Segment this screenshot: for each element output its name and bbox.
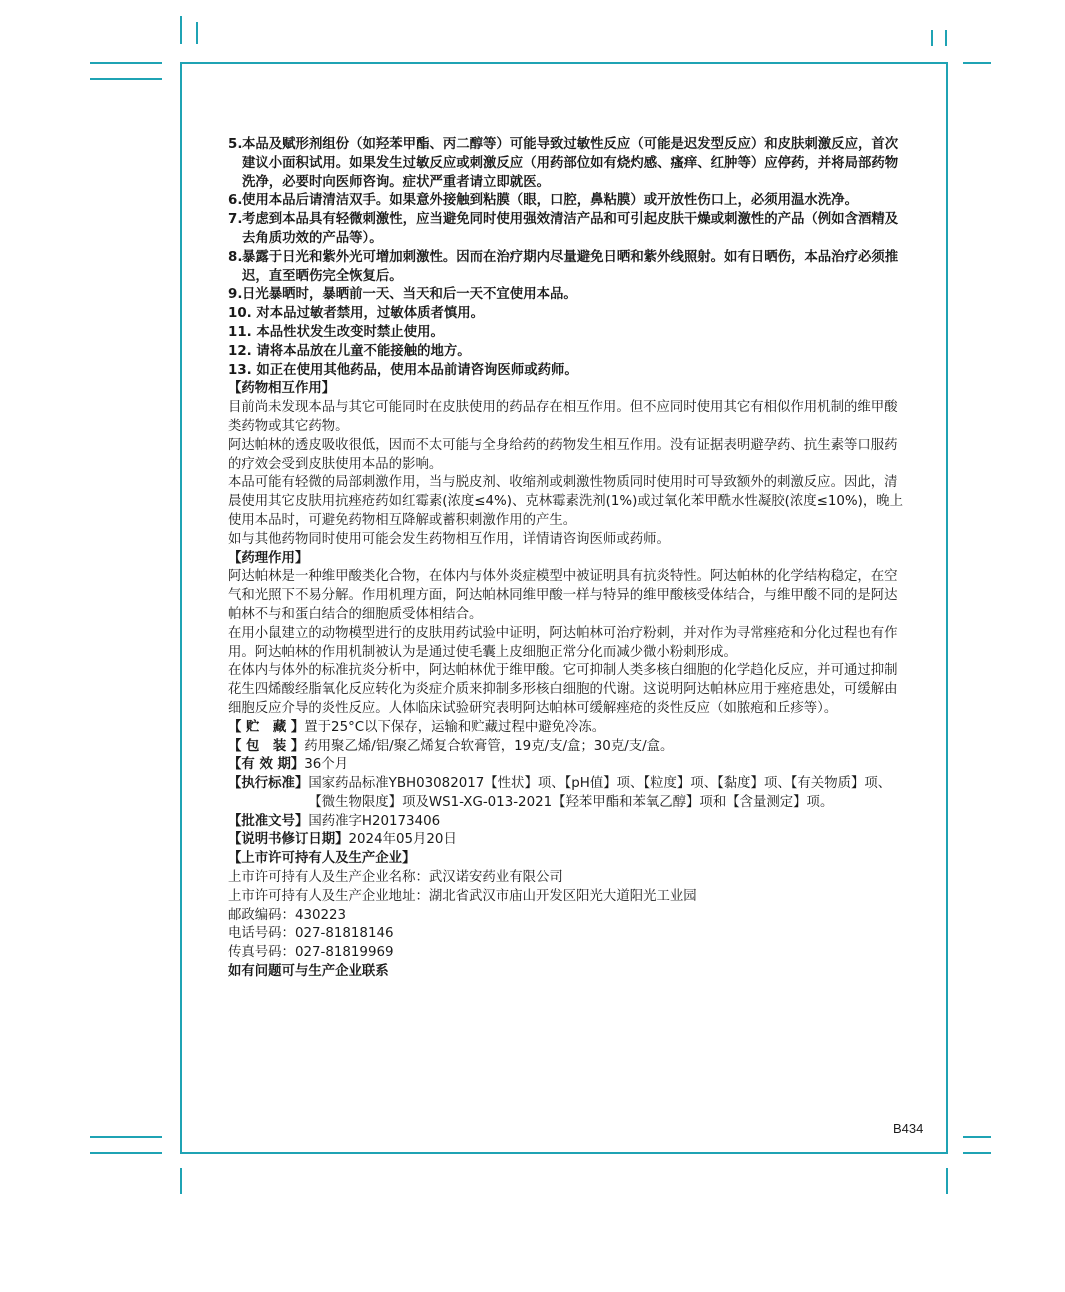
item-number: 6.	[228, 193, 243, 209]
numbered-item	[228, 362, 908, 381]
item-number: 9.	[228, 287, 243, 303]
section-heading-pharmacology: 【药理作用】	[228, 550, 309, 566]
field-key: 【有 效 期】	[228, 757, 305, 773]
numbered-item	[228, 192, 908, 211]
item-text: 考虑到本品具有轻微刺激性，应当避免同时使用强效清洁产品和可引起皮肤干燥或刺激性的产品（例如含酒精及去角质功效的产品等）。	[242, 212, 899, 246]
item-number: 5.	[228, 137, 243, 152]
crop-mark	[180, 1168, 182, 1194]
item-text: 日光暴晒时，暴晒前一天、当天和后一天不宜使用本品。	[242, 287, 577, 303]
item-number: 12.	[228, 343, 252, 359]
field-approval	[228, 813, 908, 832]
crop-mark	[963, 62, 991, 64]
item-number: 8.	[228, 249, 243, 265]
closing-note: 如有问题可与生产企业联系	[228, 964, 389, 980]
numbered-item	[228, 324, 908, 343]
crop-mark	[963, 1136, 991, 1138]
field-key: 【批准文号】	[228, 813, 309, 829]
pharmacology-paragraph: 在体内与体外的标准抗炎分析中，阿达帕林优于维甲酸。它可抑制人类多核白细胞的化学趋化反应，并可通过抑制花生四烯酸经脂氧化反应转化为炎症介质来抑制多形核白细胞的代谢。这说明阿达帕林应用于痤疮患处，可缓解由细胞反应介导的炎性反应。人体临床试验研究表明阿达帕林可缓解痤疮的炎性反应（如脓疱和丘疹等）。	[228, 663, 898, 716]
item-text: 如正在使用其他药品，使用本品前请咨询医师或药师。	[256, 362, 578, 378]
numbered-item	[228, 136, 908, 192]
crop-mark	[946, 1168, 948, 1194]
item-text: 本品性状发生改变时禁止使用。	[256, 324, 444, 340]
crop-mark	[90, 1136, 162, 1138]
numbered-item	[228, 286, 908, 305]
crop-mark	[963, 1152, 991, 1154]
numbered-item	[228, 305, 908, 324]
field-value: 36个月	[304, 757, 349, 773]
company-line: 上市许可持有人及生产企业名称：武汉诺安药业有限公司	[228, 870, 563, 886]
field-value: 2024年05月20日	[348, 832, 457, 848]
field-revision-date	[228, 831, 908, 850]
field-key: 【 贮 藏 】	[228, 719, 305, 735]
item-text: 使用本品后请清洁双手。如果意外接触到粘膜（眼，口腔，鼻粘膜）或开放性伤口上，必须用温水洗净。	[242, 193, 858, 209]
crop-mark	[90, 62, 162, 64]
field-validity	[228, 756, 908, 775]
crop-mark	[180, 16, 182, 44]
interaction-paragraph: 目前尚未发现本品与其它可能同时在皮肤使用的药品存在相互作用。但不应同时使用其它有相似作用机制的维甲酸类药物或其它药物。	[228, 400, 898, 434]
crop-mark	[945, 30, 947, 46]
crop-mark	[90, 78, 162, 80]
field-value: 药用聚乙烯/铝/聚乙烯复合软膏管，19克/支/盒；30克/支/盒。	[304, 738, 674, 754]
item-text: 对本品过敏者禁用，过敏体质者慎用。	[256, 306, 485, 322]
field-standard	[228, 775, 908, 813]
field-value: 置于25°C以下保存，运输和贮藏过程中避免冷冻。	[304, 719, 606, 735]
numbered-item	[228, 211, 908, 249]
numbered-item	[228, 343, 908, 362]
field-storage	[228, 719, 908, 738]
crop-mark	[90, 1152, 162, 1154]
field-package	[228, 738, 908, 757]
field-value: 国家药品标准YBH03082017【性状】项、【pH值】项、【粒度】项、【黏度】项、【有关物质】项、【微生物限度】项及WS1-XG-013-2021【羟苯甲酯和苯氧乙醇】项和【含量测定】项。	[308, 776, 892, 810]
interaction-paragraph: 本品可能有轻微的局部刺激作用，当与脱皮剂、收缩剂或刺激性物质同时使用时可导致额外的刺激反应。因此，清晨使用其它皮肤用抗痤疮药如红霉素(浓度≤4%)、克林霉素洗剂(1%)或过氧化苯甲酰水性凝胶(浓度≤10%)，晚上使用本品时，可避免药物相互降解或蓄积刺激作用的产生。	[228, 475, 904, 528]
company-line: 邮政编码：430223	[228, 907, 347, 923]
pharmacology-paragraph: 在用小鼠建立的动物模型进行的皮肤用药试验中证明，阿达帕林可治疗粉刺，并对作为寻常痤疮和分化过程也有作用。阿达帕林的作用机制被认为是通过使毛囊上皮细胞正常分化而减少微小粉刺形成。	[228, 625, 898, 660]
interaction-paragraph: 阿达帕林的透皮吸收很低，因而不太可能与全身给药的药物发生相互作用。没有证据表明避孕药、抗生素等口服药的疗效会受到皮肤使用本品的影响。	[228, 437, 898, 472]
section-heading-interaction: 【药物相互作用】	[228, 381, 336, 397]
field-key: 【说明书修订日期】	[228, 832, 349, 848]
section-heading-company: 【上市许可持有人及生产企业】	[228, 851, 416, 867]
item-number: 10.	[228, 306, 252, 322]
item-number: 11.	[228, 324, 252, 340]
item-text: 暴露于日光和紫外光可增加刺激性。因而在治疗期内尽量避免日晒和紫外线照射。如有日晒伤，本品治疗必须推迟，直至晒伤完全恢复后。	[242, 249, 899, 284]
document-code: B434	[893, 1121, 924, 1136]
item-text: 请将本品放在儿童不能接触的地方。	[256, 343, 471, 359]
field-key: 【 包 装 】	[228, 738, 305, 754]
company-line: 电话号码：027-81818146	[228, 926, 394, 942]
crop-mark	[196, 22, 198, 44]
numbered-item	[228, 249, 908, 287]
item-number: 7.	[228, 212, 243, 228]
item-text: 本品及赋形剂组份（如羟苯甲酯、丙二醇等）可能导致过敏性反应（可能是迟发型反应）和皮肤刺激反应，首次建议小面积试用。如果发生过敏反应或刺激反应（用药部位如有烧灼感、瘙痒、红肿等）应停药，并将局部药物洗净，必要时向医师咨询。症状严重者请立即就医。	[242, 137, 899, 190]
leaflet-content	[228, 136, 908, 982]
item-number: 13.	[228, 362, 252, 378]
company-line: 上市许可持有人及生产企业地址：湖北省武汉市庙山开发区阳光大道阳光工业园	[228, 888, 697, 904]
interaction-paragraph: 如与其他药物同时使用可能会发生药物相互作用，详情请咨询医师或药师。	[228, 531, 670, 547]
crop-mark	[931, 30, 933, 46]
field-key: 【执行标准】	[228, 776, 309, 792]
company-line: 传真号码：027-81819969	[228, 945, 394, 961]
pharmacology-paragraph: 阿达帕林是一种维甲酸类化合物，在体内与体外炎症模型中被证明具有抗炎特性。阿达帕林的化学结构稳定，在空气和光照下不易分解。作用机理方面，阿达帕林同维甲酸一样与特异的维甲酸核受体结合，与维甲酸不同的是阿达帕林不与和蛋白结合的细胞质受体相结合。	[228, 569, 898, 622]
field-value: 国药准字H20173406	[308, 813, 441, 829]
